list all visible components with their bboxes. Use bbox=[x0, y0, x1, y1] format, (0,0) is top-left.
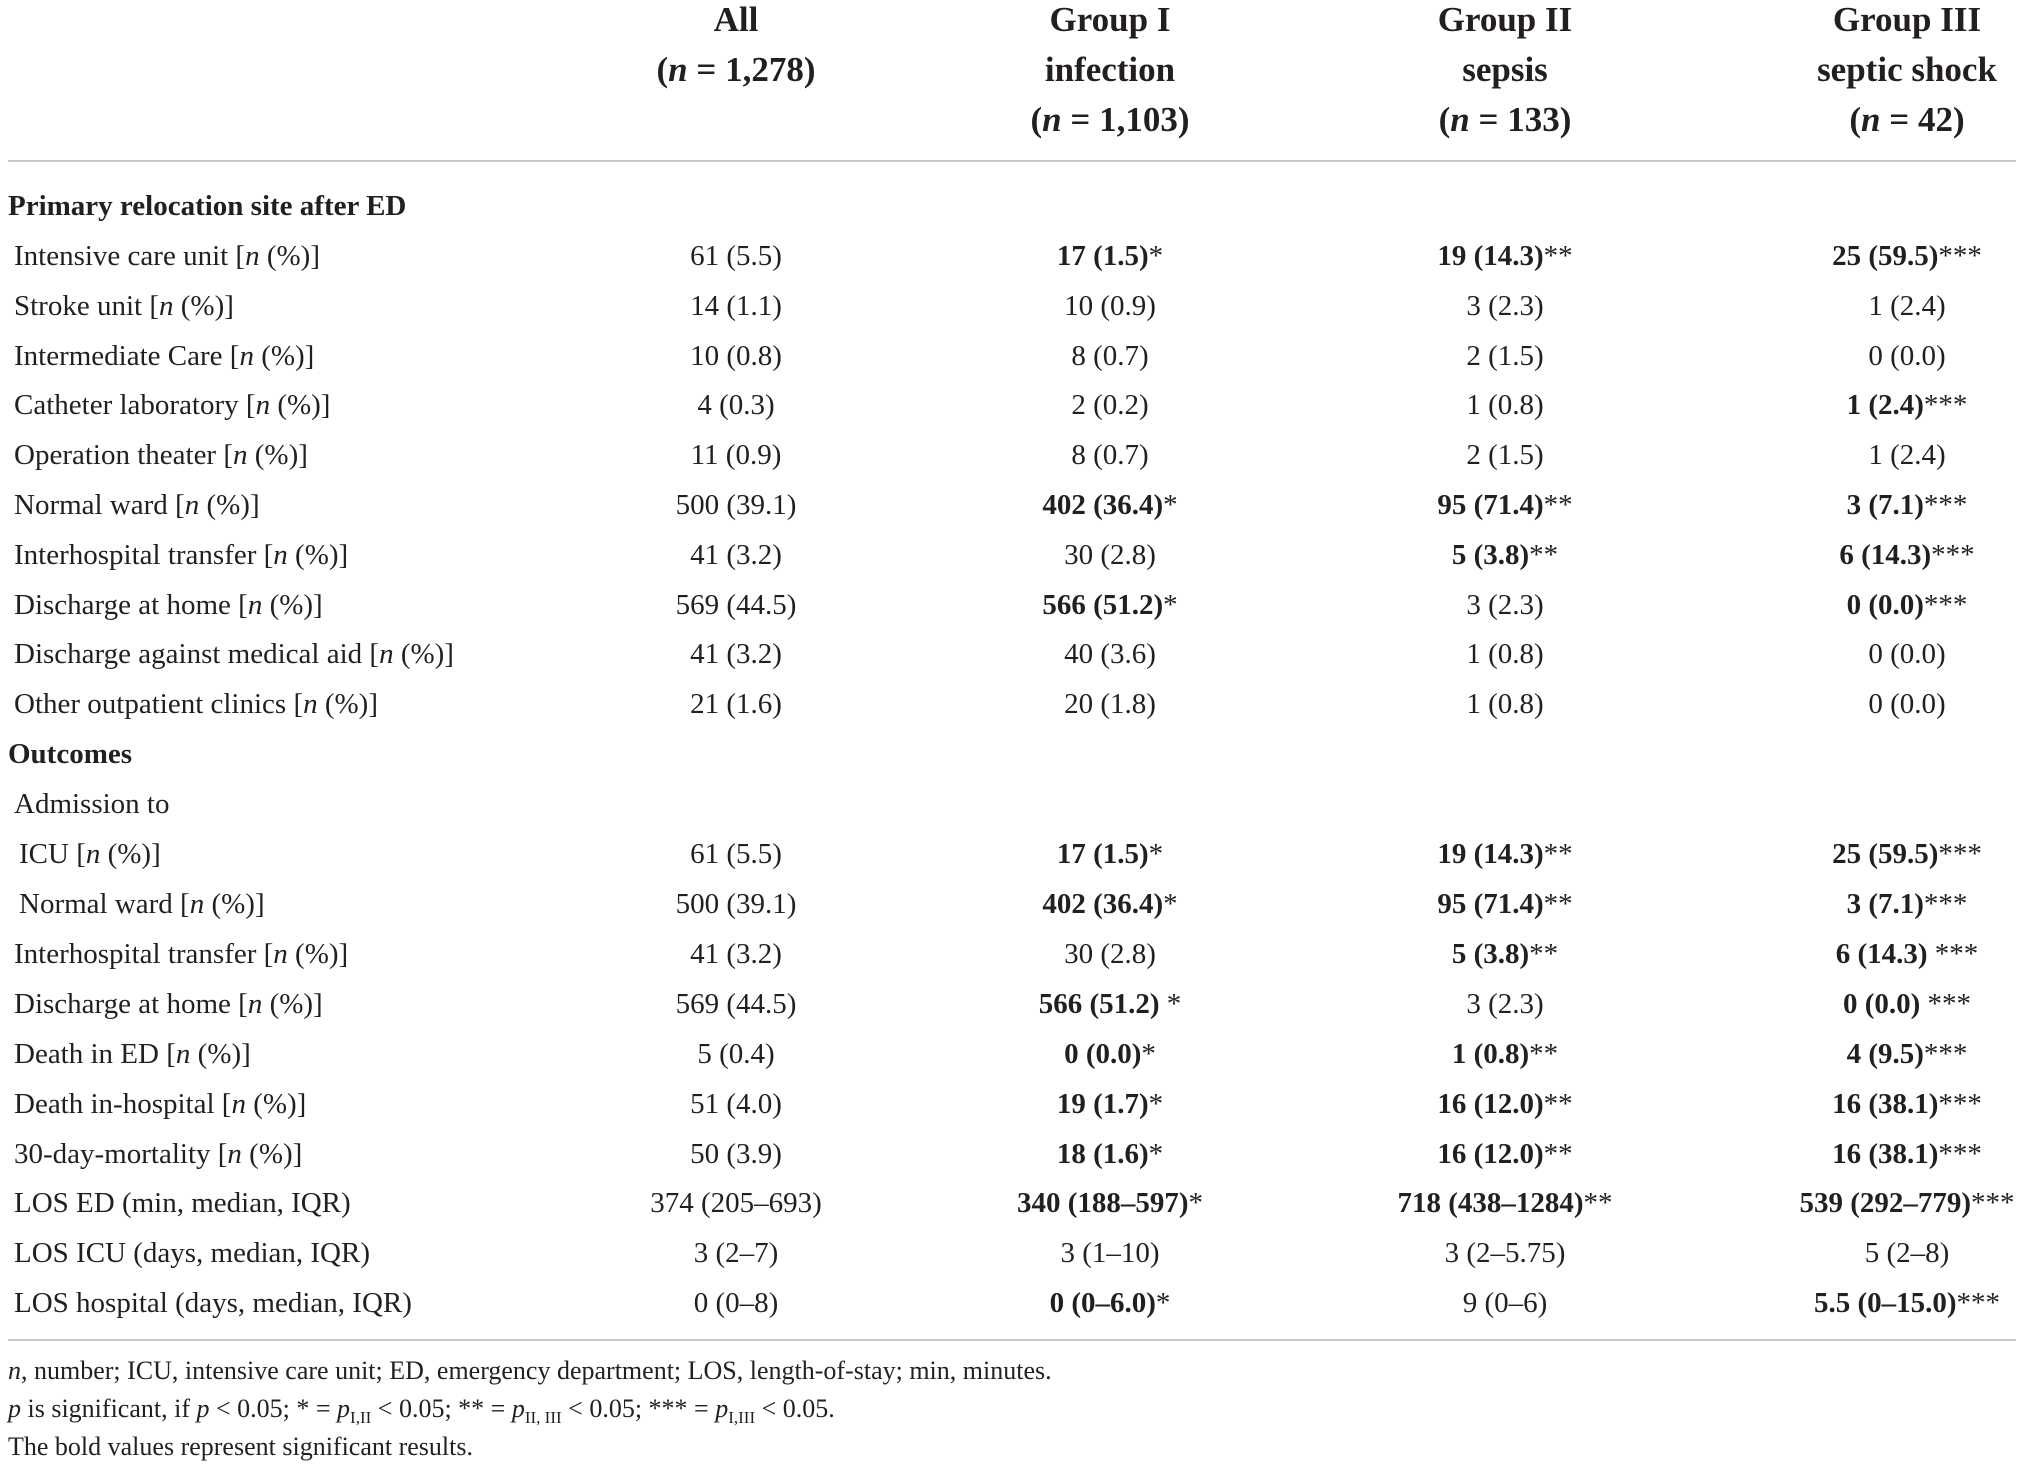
cell-group-ii: 5 (3.8)** bbox=[1451, 938, 1559, 970]
significance-marker: *** bbox=[1923, 389, 1968, 421]
cell-group-i: 402 (36.4)* bbox=[1042, 489, 1178, 521]
header-group-i: Group I infection (n = 1,103) bbox=[920, 0, 1300, 145]
significance-marker: *** bbox=[1923, 1038, 1968, 1070]
header-group-iii-n: 42 bbox=[1917, 100, 1953, 139]
section-admission: Admission to bbox=[14, 788, 170, 820]
cell-group-i: 402 (36.4)* bbox=[1042, 888, 1178, 920]
cell-all: 21 (1.6) bbox=[690, 688, 782, 720]
cell-group-iii: 0 (0.0) bbox=[1868, 340, 1946, 372]
header-group-i-title: Group I bbox=[1049, 0, 1171, 39]
significance-marker: * bbox=[1148, 1088, 1164, 1120]
cell-group-iii: 0 (0.0) *** bbox=[1842, 988, 1972, 1020]
cell-group-i: 20 (1.8) bbox=[1064, 688, 1156, 720]
cell-all: 374 (205–693) bbox=[650, 1187, 822, 1219]
row-label: Interhospital transfer [n (%)] bbox=[14, 938, 349, 970]
cell-all: 500 (39.1) bbox=[675, 888, 797, 920]
cell-group-ii: 3 (2.3) bbox=[1466, 589, 1544, 621]
significance-marker: ** bbox=[1529, 1038, 1559, 1070]
table-row bbox=[0, 929, 2021, 979]
cell-group-ii: 19 (14.3)** bbox=[1437, 838, 1573, 870]
cell-group-ii: 3 (2.3) bbox=[1466, 290, 1544, 322]
cell-group-iii: 3 (7.1)*** bbox=[1846, 888, 1968, 920]
cell-group-iii: 1 (2.4)*** bbox=[1846, 389, 1968, 421]
cell-all: 569 (44.5) bbox=[675, 988, 797, 1020]
cell-group-iii: 16 (38.1)*** bbox=[1832, 1088, 1982, 1120]
table-row bbox=[0, 580, 2021, 630]
significance-marker: * bbox=[1148, 240, 1164, 272]
cell-group-ii: 1 (0.8) bbox=[1466, 688, 1544, 720]
section-row bbox=[0, 779, 2021, 829]
significance-marker: ** bbox=[1543, 888, 1573, 920]
significance-marker: * bbox=[1163, 888, 1178, 920]
significance-marker: * bbox=[1148, 1138, 1164, 1170]
table-row bbox=[0, 1178, 2021, 1228]
cell-group-ii: 3 (2.3) bbox=[1466, 988, 1544, 1020]
section-relocation: Primary relocation site after ED bbox=[8, 190, 407, 222]
header-group-ii-title: Group II bbox=[1437, 0, 1573, 39]
footnote-bold-note: The bold values represent significant results. bbox=[8, 1432, 473, 1461]
cell-group-i: 40 (3.6) bbox=[1064, 638, 1156, 670]
table-row bbox=[0, 1029, 2021, 1079]
table-row bbox=[0, 430, 2021, 480]
cell-group-ii: 1 (0.8) bbox=[1466, 638, 1544, 670]
cell-all: 500 (39.1) bbox=[675, 489, 797, 521]
significance-marker: *** bbox=[1927, 938, 1979, 970]
significance-marker: * bbox=[1148, 838, 1164, 870]
significance-marker: * bbox=[1155, 1287, 1171, 1319]
significance-marker: *** bbox=[1923, 489, 1968, 521]
cell-all: 11 (0.9) bbox=[690, 439, 782, 471]
table-row bbox=[0, 979, 2021, 1029]
table-row bbox=[0, 1278, 2021, 1328]
row-label: Normal ward [n (%)] bbox=[14, 489, 260, 521]
cell-all: 41 (3.2) bbox=[690, 638, 782, 670]
cell-group-iii: 0 (0.0)*** bbox=[1846, 589, 1968, 621]
table-row bbox=[0, 679, 2021, 729]
cell-group-i: 566 (51.2)* bbox=[1042, 589, 1178, 621]
table-row bbox=[0, 629, 2021, 679]
significance-marker: *** bbox=[1956, 1287, 2001, 1319]
cell-group-iii: 5 (2–8) bbox=[1864, 1237, 1950, 1269]
cell-all: 4 (0.3) bbox=[697, 389, 775, 421]
header-group-ii-n: 133 bbox=[1507, 100, 1560, 139]
significance-marker: *** bbox=[1923, 888, 1968, 920]
cell-group-ii: 2 (1.5) bbox=[1466, 439, 1544, 471]
significance-marker: ** bbox=[1543, 838, 1573, 870]
row-label: Catheter laboratory [n (%)] bbox=[14, 389, 331, 421]
cell-group-ii: 16 (12.0)** bbox=[1437, 1088, 1573, 1120]
significance-marker: *** bbox=[1931, 539, 1975, 571]
row-label: 30-day-mortality [n (%)] bbox=[14, 1138, 303, 1170]
significance-marker: *** bbox=[1971, 1187, 2015, 1219]
significance-marker: * bbox=[1188, 1187, 1204, 1219]
cell-group-iii: 5.5 (0–15.0)*** bbox=[1813, 1287, 2001, 1319]
significance-marker: ** bbox=[1543, 1138, 1573, 1170]
significance-marker: * bbox=[1159, 988, 1182, 1020]
cell-group-ii: 9 (0–6) bbox=[1462, 1287, 1548, 1319]
cell-group-i: 10 (0.9) bbox=[1064, 290, 1156, 322]
cell-all: 3 (2–7) bbox=[693, 1237, 779, 1269]
significance-marker: *** bbox=[1923, 589, 1968, 621]
header-group-ii-subtitle: sepsis bbox=[1462, 50, 1548, 89]
cell-group-iii: 1 (2.4) bbox=[1868, 290, 1946, 322]
row-label: ICU [n (%)] bbox=[19, 838, 161, 870]
cell-group-ii: 2 (1.5) bbox=[1466, 340, 1544, 372]
cell-group-i: 0 (0.0)* bbox=[1064, 1038, 1156, 1070]
cell-group-i: 17 (1.5)* bbox=[1056, 838, 1164, 870]
row-label: Interhospital transfer [n (%)] bbox=[14, 539, 349, 571]
significance-marker: ** bbox=[1529, 539, 1559, 571]
footer-rule bbox=[8, 1339, 2016, 1341]
significance-marker: ** bbox=[1543, 1088, 1573, 1120]
cell-all: 41 (3.2) bbox=[690, 539, 782, 571]
significance-marker: * bbox=[1163, 589, 1178, 621]
table-row bbox=[0, 879, 2021, 929]
cell-group-ii: 1 (0.8)** bbox=[1451, 1038, 1559, 1070]
cell-group-ii: 95 (71.4)** bbox=[1437, 888, 1573, 920]
cell-all: 14 (1.1) bbox=[690, 290, 782, 322]
row-label: Stroke unit [n (%)] bbox=[14, 290, 234, 322]
footnote-significance: p is significant, if p < 0.05; * = $p_{I,II} < 0.05$; ** = $p_{II, III} < 0.05$; *** = $p_{I,III} < 0.05$. bbox=[8, 1394, 835, 1427]
row-label: Death in ED [n (%)] bbox=[14, 1038, 251, 1070]
cell-group-iii: 6 (14.3) *** bbox=[1835, 938, 1979, 970]
cell-all: 10 (0.8) bbox=[690, 340, 782, 372]
significance-marker: ** bbox=[1543, 489, 1573, 521]
table-row bbox=[0, 380, 2021, 430]
cell-group-i: 18 (1.6)* bbox=[1056, 1138, 1164, 1170]
cell-group-i: 19 (1.7)* bbox=[1056, 1088, 1164, 1120]
header-all: All (n = 1,278) bbox=[546, 0, 926, 95]
header-group-ii: Group II sepsis (n = 133) bbox=[1315, 0, 1695, 145]
section-row bbox=[0, 729, 2021, 779]
section-row bbox=[0, 181, 2021, 231]
significance-marker: *** bbox=[1938, 1138, 1982, 1170]
cell-group-iii: 6 (14.3)*** bbox=[1839, 539, 1975, 571]
cell-all: 61 (5.5) bbox=[690, 838, 782, 870]
cell-all: 50 (3.9) bbox=[690, 1138, 782, 1170]
significance-marker: *** bbox=[1920, 988, 1972, 1020]
cell-group-iii: 539 (292–779)*** bbox=[1799, 1187, 2015, 1219]
cell-group-iii: 0 (0.0) bbox=[1868, 638, 1946, 670]
cell-group-i: 8 (0.7) bbox=[1071, 439, 1149, 471]
table-row bbox=[0, 231, 2021, 281]
cell-all: 61 (5.5) bbox=[690, 240, 782, 272]
significance-marker: * bbox=[1163, 489, 1178, 521]
cell-group-i: 2 (0.2) bbox=[1071, 389, 1149, 421]
significance-marker: ** bbox=[1529, 938, 1559, 970]
cell-group-ii: 5 (3.8)** bbox=[1451, 539, 1559, 571]
cell-group-iii: 16 (38.1)*** bbox=[1832, 1138, 1982, 1170]
cell-group-i: 8 (0.7) bbox=[1071, 340, 1149, 372]
cell-group-ii: 1 (0.8) bbox=[1466, 389, 1544, 421]
header-group-i-subtitle: infection bbox=[1044, 50, 1176, 89]
cell-all: 0 (0–8) bbox=[693, 1287, 779, 1319]
cell-group-i: 3 (1–10) bbox=[1060, 1237, 1160, 1269]
table-row bbox=[0, 331, 2021, 381]
table-row bbox=[0, 829, 2021, 879]
cell-group-ii: 19 (14.3)** bbox=[1437, 240, 1573, 272]
significance-marker: *** bbox=[1938, 838, 1982, 870]
cell-group-i: 17 (1.5)* bbox=[1056, 240, 1164, 272]
significance-marker: *** bbox=[1938, 240, 1982, 272]
row-label: Operation theater [n (%)] bbox=[14, 439, 308, 471]
cell-group-i: 30 (2.8) bbox=[1064, 539, 1156, 571]
header-rule bbox=[8, 160, 2016, 162]
table-row bbox=[0, 480, 2021, 530]
cell-group-ii: 3 (2–5.75) bbox=[1444, 1237, 1566, 1269]
cell-group-ii: 16 (12.0)** bbox=[1437, 1138, 1573, 1170]
cell-group-ii: 718 (438–1284)** bbox=[1397, 1187, 1613, 1219]
cell-group-iii: 0 (0.0) bbox=[1868, 688, 1946, 720]
header-group-iii: Group III septic shock (n = 42) bbox=[1722, 0, 2021, 145]
cell-group-i: 30 (2.8) bbox=[1064, 938, 1156, 970]
row-label: Discharge at home [n (%)] bbox=[14, 589, 323, 621]
table-row bbox=[0, 1079, 2021, 1129]
footnote-abbreviations: n, number; ICU, intensive care unit; ED, emergency department; LOS, length-of-stay; min, minutes. bbox=[8, 1356, 1052, 1385]
row-label: Normal ward [n (%)] bbox=[19, 888, 265, 920]
cell-group-iii: 4 (9.5)*** bbox=[1846, 1038, 1968, 1070]
significance-marker: ** bbox=[1543, 240, 1573, 272]
cell-group-iii: 25 (59.5)*** bbox=[1832, 240, 1982, 272]
significance-marker: *** bbox=[1938, 1088, 1982, 1120]
cell-group-i: 340 (188–597)* bbox=[1016, 1187, 1204, 1219]
significance-marker: * bbox=[1141, 1038, 1156, 1070]
table-row bbox=[0, 1129, 2021, 1179]
cell-group-i: 566 (51.2) * bbox=[1038, 988, 1182, 1020]
section-outcomes: Outcomes bbox=[8, 738, 133, 770]
header-group-iii-subtitle: septic shock bbox=[1817, 50, 1997, 89]
header-group-iii-title: Group III bbox=[1832, 0, 1982, 39]
table-row bbox=[0, 1228, 2021, 1278]
cell-all: 569 (44.5) bbox=[675, 589, 797, 621]
row-label: Other outpatient clinics [n (%)] bbox=[14, 688, 378, 720]
header-all-title: All bbox=[713, 0, 759, 39]
table-row bbox=[0, 281, 2021, 331]
row-label: Intermediate Care [n (%)] bbox=[14, 340, 315, 372]
row-label: Discharge at home [n (%)] bbox=[14, 988, 323, 1020]
cell-group-iii: 3 (7.1)*** bbox=[1846, 489, 1968, 521]
row-label: Discharge against medical aid [n (%)] bbox=[14, 638, 454, 670]
cell-group-iii: 25 (59.5)*** bbox=[1832, 838, 1982, 870]
row-label: LOS ED (min, median, IQR) bbox=[14, 1187, 351, 1219]
table-row bbox=[0, 530, 2021, 580]
row-label: Death in-hospital [n (%)] bbox=[14, 1088, 307, 1120]
cell-all: 51 (4.0) bbox=[690, 1088, 782, 1120]
cell-all: 5 (0.4) bbox=[697, 1038, 775, 1070]
row-label: LOS hospital (days, median, IQR) bbox=[14, 1287, 412, 1319]
row-label: Intensive care unit [n (%)] bbox=[14, 240, 320, 272]
header-group-i-n: 1,103 bbox=[1099, 100, 1178, 139]
significance-marker: ** bbox=[1583, 1187, 1613, 1219]
cell-group-i: 0 (0–6.0)* bbox=[1049, 1287, 1171, 1319]
cell-group-ii: 95 (71.4)** bbox=[1437, 489, 1573, 521]
cell-all: 41 (3.2) bbox=[690, 938, 782, 970]
row-label: LOS ICU (days, median, IQR) bbox=[14, 1237, 371, 1269]
header-all-n: 1,278 bbox=[725, 50, 804, 89]
cell-group-iii: 1 (2.4) bbox=[1868, 439, 1946, 471]
